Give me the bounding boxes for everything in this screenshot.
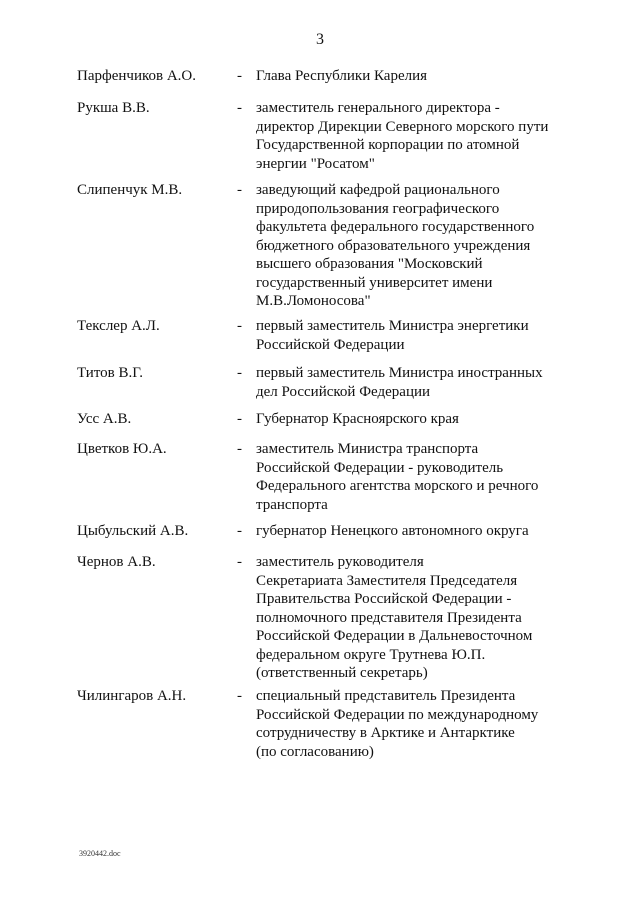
role-line: федеральном округе Трутнева Ю.П. xyxy=(256,646,486,663)
separator-dash: - xyxy=(237,182,242,198)
member-name: Текслер А.Л. xyxy=(77,318,160,334)
member-name: Цыбульский А.В. xyxy=(77,523,189,539)
role-line: заместитель Министра транспорта xyxy=(256,441,479,457)
role-line: Глава Республики Карелия xyxy=(256,68,428,84)
member-role xyxy=(256,553,556,683)
member-name: Усс А.В. xyxy=(77,411,132,427)
separator-dash: - xyxy=(237,554,242,570)
member-name: Рукша В.В. xyxy=(77,100,150,116)
member-name: Титов В.Г. xyxy=(77,365,143,381)
member-name: Парфенчиков А.О. xyxy=(77,68,196,84)
role-line: заместитель руководителя xyxy=(256,554,424,570)
role-line: дел Российской Федерации xyxy=(256,383,431,400)
member-role xyxy=(256,440,556,514)
role-line: энергии "Росатом" xyxy=(256,155,375,172)
member-role xyxy=(256,410,556,429)
member-role xyxy=(256,522,556,541)
page-number: 3 xyxy=(316,31,324,48)
member-name: Чилингаров А.Н. xyxy=(77,688,187,704)
role-line: губернатор Ненецкого автономного округа xyxy=(256,523,529,539)
role-line: (ответственный секретарь) xyxy=(256,665,428,681)
member-name: Слипенчук М.В. xyxy=(77,182,183,198)
separator-dash: - xyxy=(237,365,242,381)
role-line: первый заместитель Министра энергетики xyxy=(256,318,529,334)
role-line: полномочного представителя Президента xyxy=(256,609,522,626)
member-role xyxy=(256,99,556,173)
member-role xyxy=(256,317,556,354)
role-line: заведующий кафедрой рационального xyxy=(256,182,500,198)
separator-dash: - xyxy=(237,441,242,457)
role-line: Государственной корпорации по атомной xyxy=(256,137,520,153)
role-line: специальный представитель Президента xyxy=(256,688,516,704)
role-line: факультета федерального государственного xyxy=(256,219,535,235)
member-role xyxy=(256,67,556,86)
separator-dash: - xyxy=(237,411,242,427)
role-line: М.В.Ломоносова" xyxy=(256,293,371,309)
role-line: (по согласованию) xyxy=(256,743,374,760)
role-line: Российской Федерации xyxy=(256,336,405,353)
role-line: заместитель генерального директора - xyxy=(256,100,500,116)
role-line: высшего образования "Московский xyxy=(256,256,483,272)
role-line: транспорта xyxy=(256,496,328,513)
role-line: Секретариата Заместителя Председателя xyxy=(256,572,518,589)
separator-dash: - xyxy=(237,523,242,539)
role-line: Федерального агентства морского и речного xyxy=(256,478,539,494)
role-line: государственный университет имени xyxy=(256,274,493,291)
role-line: первый заместитель Министра иностранных xyxy=(256,365,543,381)
role-line: сотрудничеству в Арктике и Антарктике xyxy=(256,725,515,741)
separator-dash: - xyxy=(237,688,242,704)
member-role xyxy=(256,364,556,401)
member-role xyxy=(256,181,556,311)
separator-dash: - xyxy=(237,100,242,116)
member-name: Чернов А.В. xyxy=(77,554,156,570)
role-line: Российской Федерации в Дальневосточном xyxy=(256,628,533,644)
role-line: Правительства Российской Федерации - xyxy=(256,591,512,607)
document-filename: 3920442.doc xyxy=(79,849,121,858)
role-line: Российской Федерации - руководитель xyxy=(256,459,504,476)
separator-dash: - xyxy=(237,318,242,334)
member-name: Цветков Ю.А. xyxy=(77,441,167,457)
separator-dash: - xyxy=(237,68,242,84)
role-line: директор Дирекции Северного морского пути xyxy=(256,118,549,135)
member-role xyxy=(256,687,556,761)
role-line: Российской Федерации по международному xyxy=(256,706,539,723)
role-line: природопользования географического xyxy=(256,200,500,217)
role-line: бюджетного образовательного учреждения xyxy=(256,237,531,254)
role-line: Губернатор Красноярского края xyxy=(256,411,459,427)
